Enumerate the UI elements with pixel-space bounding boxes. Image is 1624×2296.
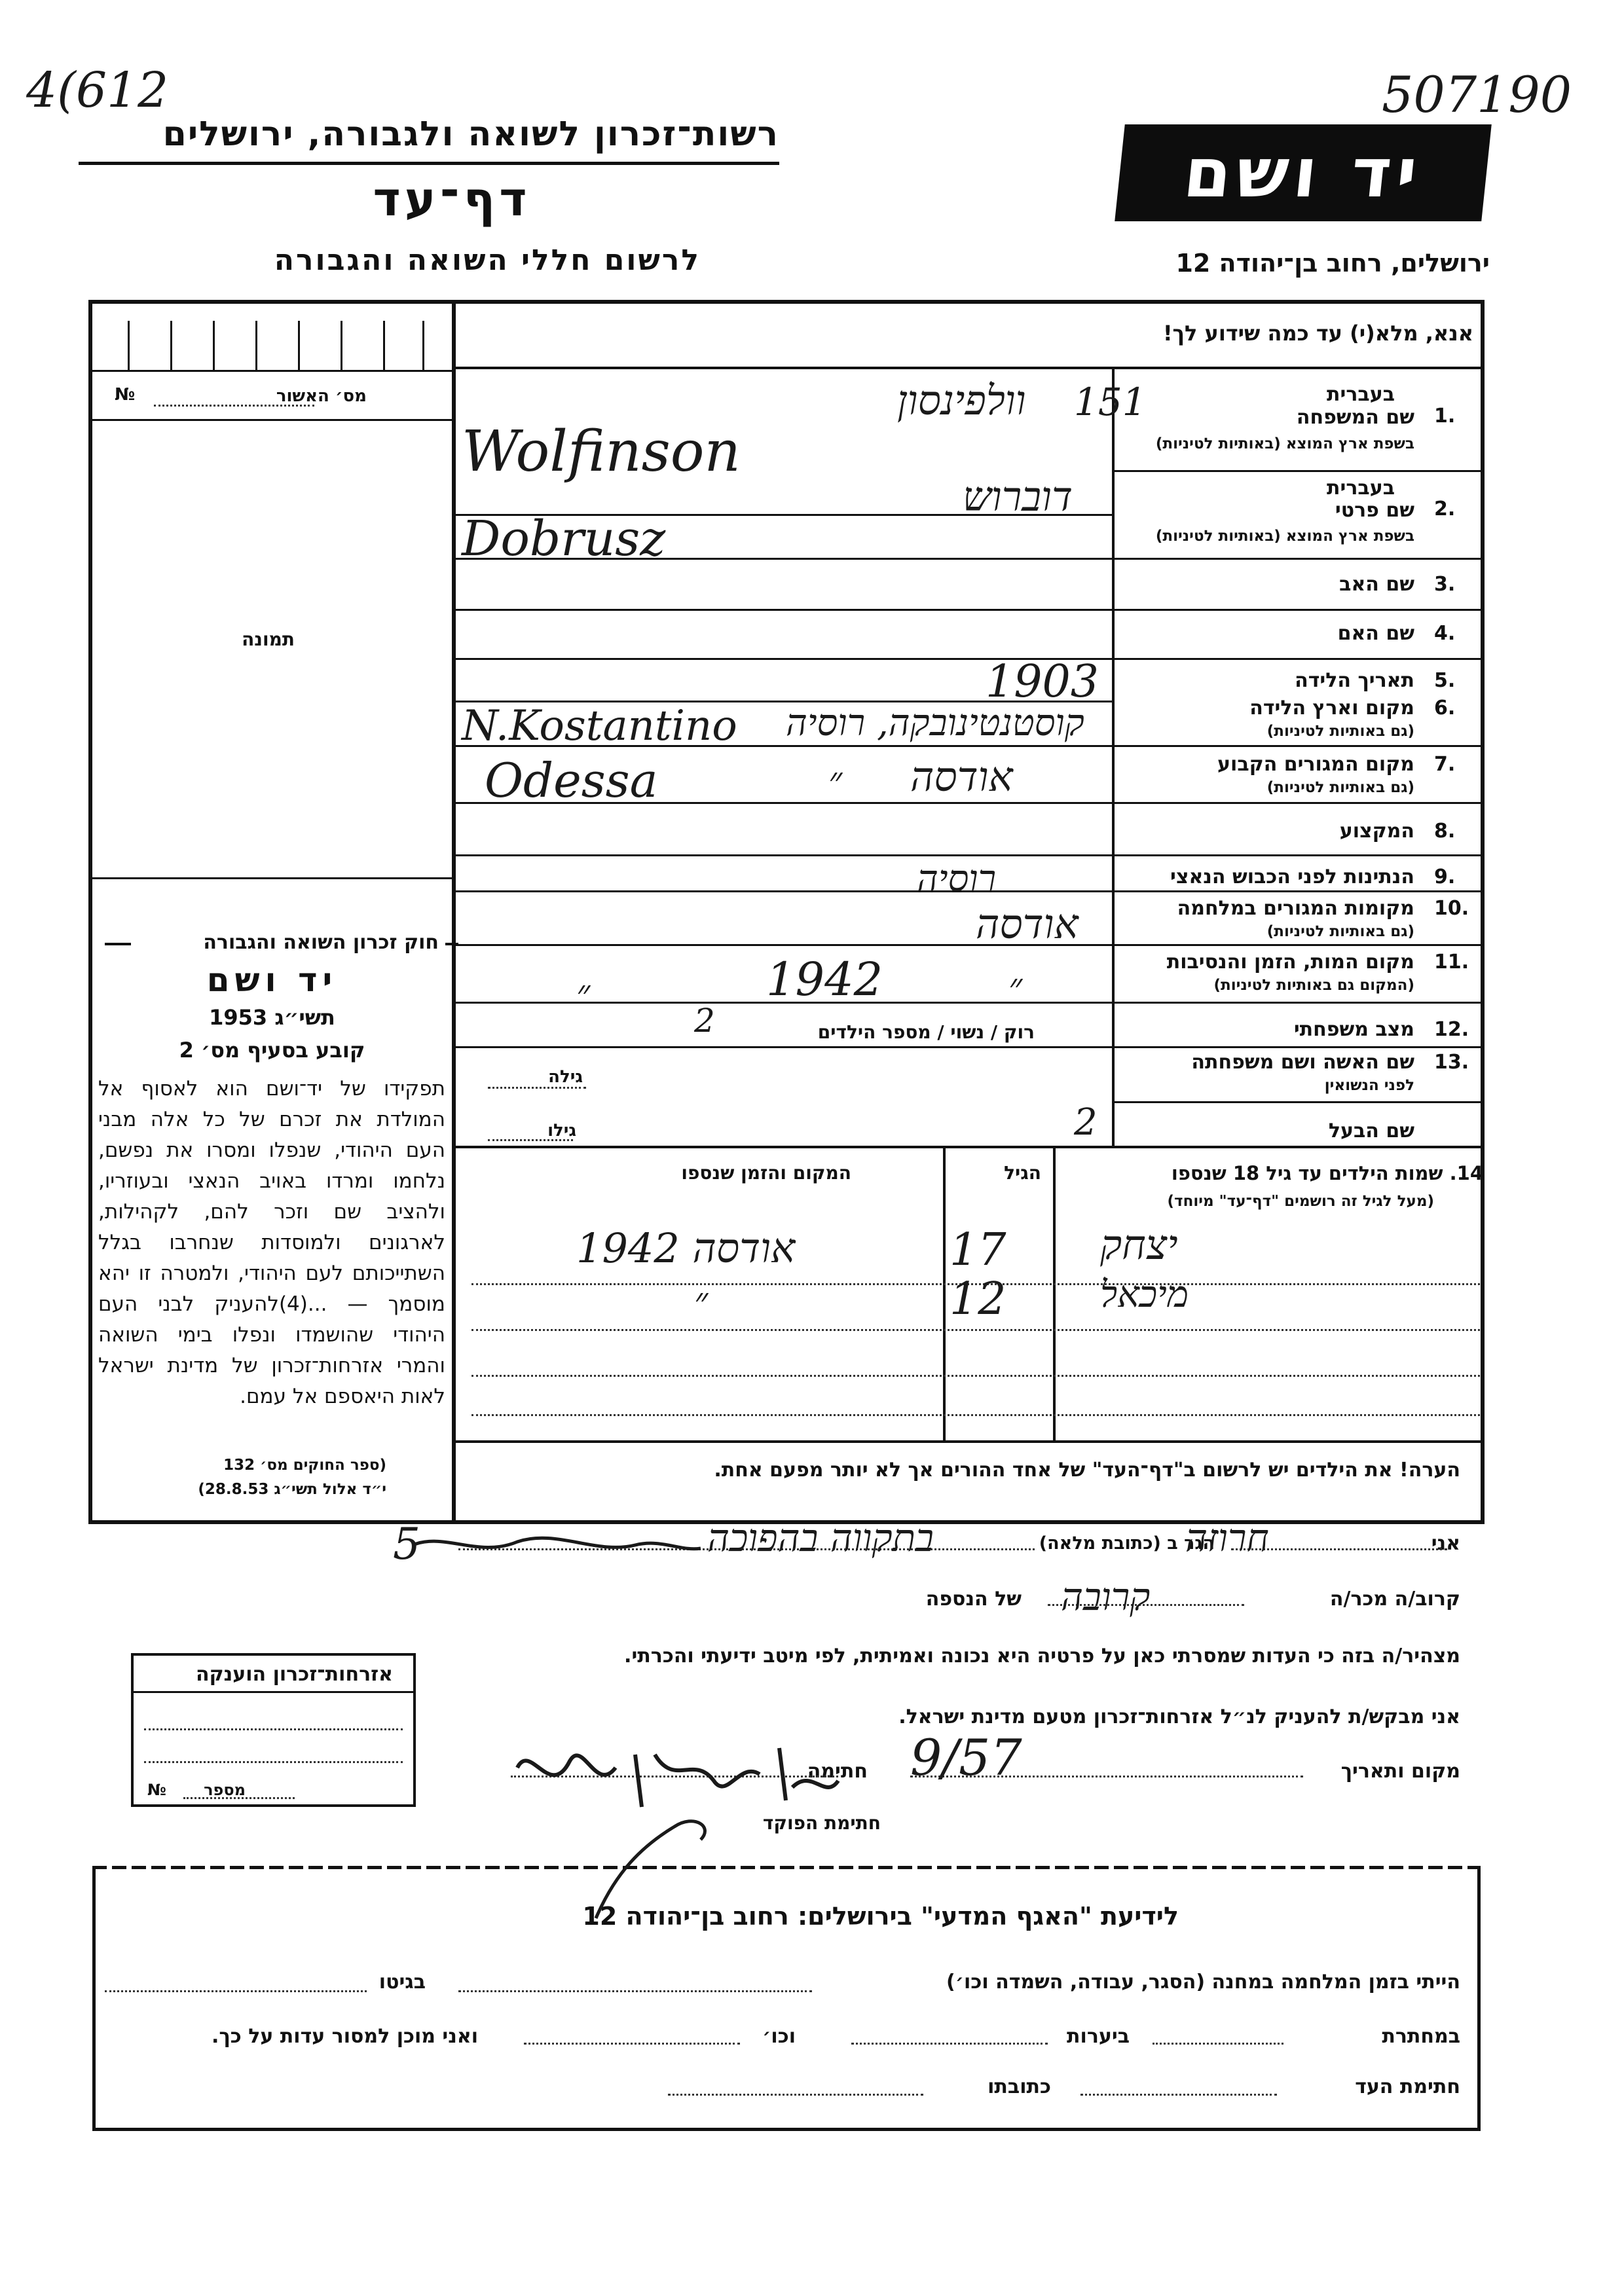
row-rule xyxy=(1112,890,1485,892)
child-2-age: 12 xyxy=(950,1273,1006,1325)
husband-age-field[interactable] xyxy=(488,1139,573,1141)
footer-address-field[interactable] xyxy=(668,2094,923,2096)
row-rule xyxy=(1112,658,1485,660)
row-rule xyxy=(1112,609,1485,611)
citizenship-line[interactable] xyxy=(144,1761,403,1763)
law-year: תשי״ג 1953 xyxy=(209,1005,335,1030)
field-rule xyxy=(456,609,1112,611)
children-note: הערה! את הילדים יש לרשום ב"דף־העד" של אחד ההורים אך לא יותר מפעם אחת. xyxy=(714,1459,1460,1482)
law-title-dash xyxy=(105,943,131,945)
place-date-label: מקום ותאריך xyxy=(1340,1760,1460,1783)
field-5-label: תאריך הלידה xyxy=(1295,669,1414,692)
field-6-label: מקום וארץ הלידה xyxy=(1249,697,1414,720)
birth-place-latin: N.Kostantino xyxy=(462,702,737,750)
request-text: אני מבקש/ת להעניק לנ״ל אזרחות־זכרון מטעם מדינת ישראל. xyxy=(898,1705,1460,1728)
children-col-divider xyxy=(943,1148,946,1442)
footer-etc-field[interactable] xyxy=(524,2043,740,2045)
declarant-resident-label: הגר ב (כתובת מלאה) xyxy=(1039,1533,1215,1554)
field-12-number: 12. xyxy=(1434,1018,1469,1041)
field-7-label: מקום המגורים הקבוע xyxy=(1217,753,1414,776)
field-5-number: 5. xyxy=(1434,669,1456,692)
field-2-sub: בשפת ארץ המוצא (באותיות לטיניות) xyxy=(1155,528,1414,545)
death-year: 1942 xyxy=(766,953,883,1006)
wartime-residence: אודסה xyxy=(976,900,1079,948)
husband-age-mark: 2 xyxy=(1074,1101,1098,1144)
child-1-place: אודסה 1942 xyxy=(576,1224,796,1272)
field-1-number: 1. xyxy=(1434,405,1456,428)
children-row-2[interactable] xyxy=(471,1329,1480,1331)
field-11-number: 11. xyxy=(1434,951,1469,974)
footer-underground-field[interactable] xyxy=(1153,2043,1283,2045)
photo-tick xyxy=(213,321,215,370)
row-rule xyxy=(1112,1002,1485,1004)
approval-number-label: מס׳ האשור xyxy=(276,386,367,406)
law-text: תפקידו של יד־ושם הוא לאסוף אל המולדת את זכרם של כל אלה מבני העם היהודי, שנפלו ומסרו את נפשם, נלחמו ומרדו באויב הנאצי ובעוזריו, ולהציב שם וזכר להם, לקהילות, לארגונים ולמוסדות שנחרבו בגלל השתייכותם לעם היהודי, ולמטרה זו יהא מוסמך — ...(4)להעניק לבני העם היהודי שהושמדו ונפלו בימי השואה והמרי אזרחות־זכרון של מדינת ישראל לאות היאספם אל עמם. xyxy=(98,1077,445,1408)
death-place-ditto: ״ xyxy=(576,972,591,1015)
footer-bottom-rule xyxy=(92,2128,1481,2131)
footer-line2-c: וכו׳ xyxy=(762,2025,796,2048)
address-scribble xyxy=(406,1525,707,1565)
field-8-number: 8. xyxy=(1434,820,1456,843)
firstname-latin: Dobrusz xyxy=(462,511,666,567)
surname-hebrew: וולפינסון xyxy=(897,376,1026,424)
address: ירושלים, רחוב בן־יהודה 12 xyxy=(1175,249,1490,278)
field-10-number: 10. xyxy=(1434,897,1469,920)
footer-line1-a: הייתי בזמן המלחמה במחנה (הסגר, עבודה, השמדה וכו׳) xyxy=(946,1971,1460,1994)
footer-line1-b: בגיטו xyxy=(378,1971,426,1994)
row-rule xyxy=(1112,1101,1485,1103)
row-rule xyxy=(1112,802,1485,804)
field-10-sub: (גם באותיות לטיניות) xyxy=(1266,923,1414,940)
photo-tick xyxy=(422,321,424,370)
footer-left-border xyxy=(92,1869,96,2131)
field-3-label: שם האב xyxy=(1339,573,1414,596)
birth-place-hebrew: קוסטנטינובקה, רוסיה xyxy=(786,702,1084,744)
marital-options: רוק / נשוי / מספר הילדים xyxy=(817,1021,1035,1043)
children-col-divider xyxy=(1053,1148,1056,1442)
approval-rule xyxy=(92,419,452,421)
authority-underline xyxy=(79,162,779,165)
law-section: קובע בסעיף מס׳ 2 xyxy=(179,1038,365,1063)
intro-rule xyxy=(456,367,1485,369)
declaration-date: 9/57 xyxy=(910,1728,1022,1787)
margin-five: 5 xyxy=(393,1519,420,1569)
field-2-number: 2. xyxy=(1434,498,1456,520)
field-11-label: מקום המות, הזמן והנסיבות xyxy=(1166,951,1414,974)
declarant-address: בתקווה בהפוכה xyxy=(707,1516,934,1560)
citizenship-number-field[interactable] xyxy=(183,1797,295,1799)
field-12-label: מצב משפחתי xyxy=(1293,1018,1414,1041)
form-subtitle: לרשום חללי השואה והגבורה xyxy=(274,244,701,277)
logo-text: יד ושם xyxy=(1180,133,1426,213)
photo-tick xyxy=(170,321,172,370)
residence-ditto: ״ xyxy=(828,759,843,802)
field-6-sub: (גם באותיות לטיניות) xyxy=(1266,723,1414,740)
approval-number-mark: № xyxy=(115,385,136,405)
law-name: יד ושם xyxy=(206,961,338,999)
firstname-hebrew: דוברוש xyxy=(963,473,1073,520)
child-2-ditto: ״ xyxy=(694,1280,709,1322)
photo-tick xyxy=(128,321,130,370)
of-deceased-label: של הנספה xyxy=(925,1588,1022,1611)
children-header: 14. שמות הילדים עד גיל 18 שנספו xyxy=(1171,1162,1483,1184)
field-7-number: 7. xyxy=(1434,753,1456,776)
law-citation-1: (ספר החוקים מס׳ 132 xyxy=(223,1457,386,1474)
surname-hebrew-number: 151 xyxy=(1074,380,1147,424)
husband-age-label: גילו xyxy=(547,1121,576,1140)
field-6-number: 6. xyxy=(1434,697,1456,720)
citizenship-box-title: אזרחות־זכרון הוענקה xyxy=(195,1663,393,1686)
row-rule xyxy=(1112,745,1485,747)
children-place-column: המקום והזמן שנספו xyxy=(681,1162,851,1184)
footer-title: לידיעת "האגף המדעי" בירושלים: רחוב בן־יהודה 12 xyxy=(582,1902,1179,1931)
field-4-label: שם האם xyxy=(1337,622,1414,645)
field-rule xyxy=(456,854,1112,856)
footer-ghetto-field[interactable] xyxy=(105,1990,367,1992)
children-row-3[interactable] xyxy=(471,1375,1480,1377)
footer-forest-field[interactable] xyxy=(851,2043,1048,2045)
child-1-name: יצחק xyxy=(1100,1221,1178,1269)
field-2-label: שם פרטי xyxy=(1335,499,1414,522)
field-4-number: 4. xyxy=(1434,622,1456,645)
declaration-text: מצהיר/ה בזה כי העדות שמסרתי כאן על פרטיה היא נכונה ואמיתית, לפי מיטב ידיעתי והכרתי. xyxy=(624,1645,1460,1667)
authority-title: רשות־זכרון לשואה ולגבורה, ירושלים xyxy=(162,115,779,154)
field-1-sub: בשפת ארץ המוצא (באותיות לטיניות) xyxy=(1155,435,1414,452)
footer-line3-a: חתימת העד xyxy=(1355,2075,1460,2098)
footer-witness-signature-field[interactable] xyxy=(1080,2094,1277,2096)
photo-label: תמונה xyxy=(242,629,295,650)
wife-age-field[interactable] xyxy=(488,1087,586,1089)
intro-text: אנא, מלא(י) עד כמה שידוע לך! xyxy=(1162,321,1473,346)
field-10-label: מקומות המגורים במלחמה xyxy=(1177,897,1414,920)
photo-tick xyxy=(255,321,257,370)
form-title: דף־עד xyxy=(373,172,531,227)
children-row-4[interactable] xyxy=(471,1414,1480,1416)
declarant-i: אני xyxy=(1431,1532,1460,1555)
field-rule xyxy=(456,1046,1112,1048)
children-age-column: הגיל xyxy=(1004,1162,1041,1184)
row-rule xyxy=(1112,1046,1485,1048)
row-rule xyxy=(1112,470,1485,472)
relation: קרובה xyxy=(1061,1575,1151,1619)
left-column-border xyxy=(452,300,456,1524)
footer-line2-b: ביערות xyxy=(1067,2025,1130,2048)
law-top-rule xyxy=(92,877,452,879)
row-rule xyxy=(1112,944,1485,946)
children-bottom-rule xyxy=(456,1440,1485,1443)
photo-tick-rule xyxy=(92,370,452,372)
photo-tick xyxy=(298,321,300,370)
footer-camp-field[interactable] xyxy=(458,1990,812,1992)
approval-number-field[interactable] xyxy=(154,405,314,407)
in-hebrew-label-2: בעברית xyxy=(1327,477,1395,500)
child-1-age: 17 xyxy=(950,1224,1006,1276)
field-3-number: 3. xyxy=(1434,573,1456,596)
law-citation-2: י״ד אלול תשי״ג 28.8.53) xyxy=(198,1481,386,1498)
photo-tick xyxy=(341,321,342,370)
birth-year: 1903 xyxy=(986,656,1099,708)
field-rule xyxy=(456,890,1112,892)
row-rule xyxy=(1112,854,1485,856)
record-number-annotation: 507190 xyxy=(1382,65,1572,124)
citizenship-line[interactable] xyxy=(144,1728,403,1730)
child-2-name: מיכאל xyxy=(1100,1273,1189,1316)
children-count: 2 xyxy=(694,1002,715,1040)
row-rule xyxy=(1112,558,1485,560)
relative-label: קרוב/ה מכר/ה xyxy=(1329,1588,1460,1611)
law-title: חוק זכרון השואה והגבורה xyxy=(203,931,439,954)
wife-age-label: גילה xyxy=(548,1067,583,1087)
citizenship-box-rule xyxy=(134,1691,413,1693)
field-1-label: שם המשפחה xyxy=(1296,406,1414,429)
residence-latin: Odessa xyxy=(485,753,658,808)
field-13-number: 13. xyxy=(1434,1051,1469,1074)
in-hebrew-label-1: בעברית xyxy=(1327,383,1395,406)
section-rule xyxy=(456,1146,1485,1148)
archive-annotation: 4(612 xyxy=(26,62,169,118)
law-title-dash xyxy=(445,943,458,945)
husband-label: שם הבעל xyxy=(1328,1120,1414,1142)
field-13-label: שם האשה ושם משפחתה xyxy=(1191,1051,1414,1074)
footer-right-border xyxy=(1477,1869,1481,2131)
nationality: רוסיה xyxy=(917,858,997,900)
field-13-sub: לפני הנשואין xyxy=(1324,1077,1414,1094)
field-7-sub: (גם באותיות לטיניות) xyxy=(1266,779,1414,796)
residence-hebrew: אודסה xyxy=(910,753,1013,801)
citizenship-number-mark: № xyxy=(147,1781,166,1799)
field-11-sub: (המקום גם באותיות לטיניות) xyxy=(1213,977,1414,994)
declarant-signature-drawing xyxy=(504,1728,845,1925)
footer-line3-b: כתובתו xyxy=(987,2075,1051,2098)
surname-latin: Wolfinson xyxy=(462,419,741,484)
signature-label: חתימה xyxy=(807,1760,868,1783)
photo-tick xyxy=(383,321,385,370)
citizenship-number-label: מספר xyxy=(204,1781,246,1799)
field-9-label: הנתינות לפני הכבוש הנאצי xyxy=(1170,866,1414,888)
label-column-border xyxy=(1112,367,1115,1146)
officer-signature-label: חתימת הפוקד xyxy=(762,1812,881,1834)
yad-vashem-logo xyxy=(1115,124,1492,221)
death-ditto: ״ xyxy=(1008,966,1023,1008)
field-9-number: 9. xyxy=(1434,866,1456,888)
field-8-label: המקצוע xyxy=(1339,820,1414,843)
footer-line2-a: במחתרת xyxy=(1382,2025,1460,2048)
footer-line2-d: ואני מוכן למסור עדות על כך. xyxy=(212,2025,478,2048)
children-header-sub: (מעל לגיל זה רושמים "דף־עד" מיוחד) xyxy=(1167,1193,1434,1210)
declarant-name: חרוזה xyxy=(1185,1516,1269,1560)
